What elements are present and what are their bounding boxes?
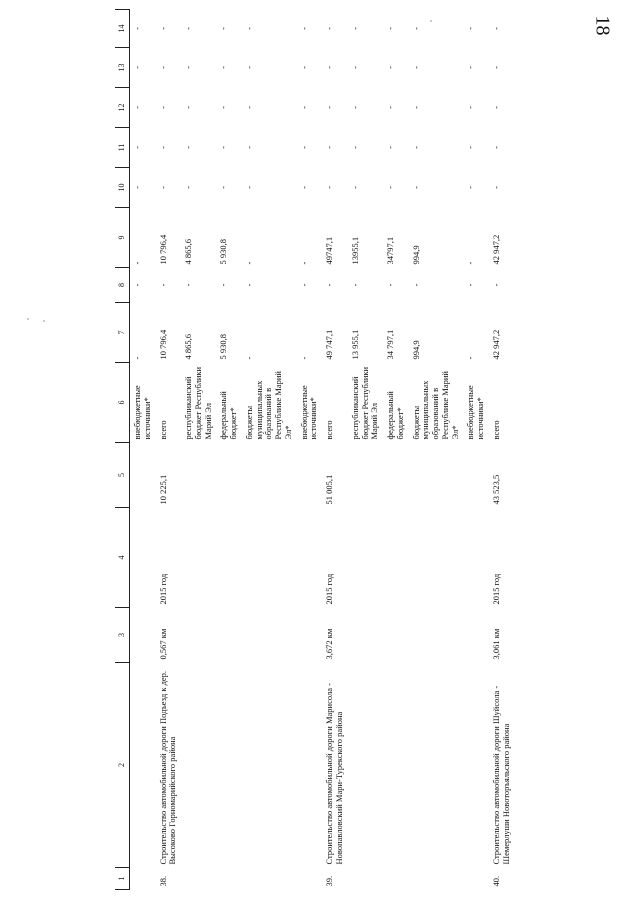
- total-value: 5 930,8: [218, 334, 229, 360]
- table-row: [156, 10, 182, 890]
- object-name: Строительство автомобильной дороги Шуйсола - Шемерлуши Новоторъяльского района: [490, 685, 511, 865]
- estimated-cost: [409, 443, 464, 508]
- year: [463, 508, 489, 608]
- scan-speck: [43, 320, 45, 322]
- year-value: 5 930,8: [218, 239, 229, 265]
- year-value: -: [243, 261, 254, 265]
- col-11: -: [324, 146, 335, 149]
- row-number: [181, 868, 216, 890]
- col-14: -: [243, 27, 254, 30]
- col-11: -: [465, 146, 476, 149]
- funding-source: республиканский бюджет Республики Марий Эл: [183, 366, 213, 440]
- col-13: -: [218, 66, 229, 69]
- length: 0,567 км: [157, 628, 168, 660]
- col-11: -: [490, 146, 501, 149]
- table-row: [130, 10, 156, 890]
- col-13: -: [349, 66, 360, 69]
- col-10: -: [410, 186, 421, 189]
- col-14: -: [218, 27, 229, 30]
- total-value: -: [132, 356, 142, 360]
- length: [130, 608, 156, 663]
- length: [348, 608, 383, 663]
- col-13: -: [490, 66, 501, 69]
- col-11: -: [298, 146, 309, 149]
- row-number: [463, 868, 489, 890]
- col-13: -: [410, 66, 421, 69]
- col-8: -: [385, 283, 396, 287]
- row-number: 39.: [324, 875, 335, 887]
- column-header: 14: [115, 10, 130, 48]
- length: 3,061 км: [490, 628, 501, 660]
- col-12: -: [410, 106, 421, 109]
- col-12: -: [324, 106, 335, 109]
- col-12: -: [349, 106, 360, 109]
- total-value: -: [465, 356, 476, 360]
- row-number: [297, 868, 323, 890]
- table-row: [383, 10, 409, 890]
- col-10: -: [385, 186, 396, 189]
- total-value: 34 797,1: [385, 329, 396, 360]
- col-12: -: [243, 106, 254, 109]
- column-header: 12: [115, 88, 130, 128]
- object-name: [348, 663, 383, 868]
- col-14: -: [349, 27, 360, 30]
- total-value: 49 747,1: [324, 329, 335, 360]
- year-value: -: [298, 261, 309, 265]
- total-value: 994,9: [410, 340, 421, 360]
- col-11: -: [385, 146, 396, 149]
- col-14: -: [132, 27, 142, 30]
- estimated-cost: [297, 443, 323, 508]
- year: [216, 508, 242, 608]
- col-10: -: [157, 186, 168, 189]
- col-14: -: [490, 27, 501, 30]
- length: [463, 608, 489, 663]
- col-12: -: [490, 106, 501, 109]
- col-12: -: [298, 106, 309, 109]
- col-11: -: [410, 146, 421, 149]
- funding-source: всего: [490, 420, 501, 440]
- col-11: -: [243, 146, 254, 149]
- col-14: -: [157, 27, 168, 30]
- col-10: -: [243, 186, 254, 189]
- col-11: -: [218, 146, 229, 149]
- estimated-cost: [130, 443, 156, 508]
- length: [383, 608, 409, 663]
- col-8: -: [490, 283, 501, 287]
- column-header: 2: [115, 663, 130, 868]
- year: 2015 год: [324, 573, 335, 605]
- object-name: [297, 663, 323, 868]
- length: [297, 608, 323, 663]
- col-8: -: [298, 283, 309, 287]
- year-value: -: [465, 261, 476, 265]
- table-row: [489, 10, 515, 890]
- table-row: [216, 10, 242, 890]
- col-11: -: [183, 146, 194, 149]
- total-value: 4 865,6: [183, 334, 194, 360]
- col-13: -: [132, 66, 142, 69]
- col-10: -: [490, 186, 501, 189]
- estimated-cost: [242, 443, 297, 508]
- object-name: Строительство автомобильной дороги Марисола - Новопавловский Мари-Турекского района: [324, 683, 345, 865]
- row-number: 38.: [157, 875, 168, 887]
- estimated-cost: [383, 443, 409, 508]
- length: [216, 608, 242, 663]
- column-header: 11: [115, 128, 130, 168]
- col-14: -: [410, 27, 421, 30]
- table-row: [181, 10, 216, 890]
- year: [297, 508, 323, 608]
- year-value: 42 947,2: [490, 234, 501, 265]
- estimated-cost: 10 225,1: [157, 474, 168, 505]
- object-name: [383, 663, 409, 868]
- rotated-table-area: [115, 10, 630, 890]
- funding-source: внебюджетные источники*: [132, 385, 152, 440]
- table-row: [463, 10, 489, 890]
- col-8: -: [410, 283, 421, 287]
- length: [409, 608, 464, 663]
- col-10: -: [298, 186, 309, 189]
- year-value: 13955,1: [349, 236, 360, 265]
- col-12: -: [132, 106, 142, 109]
- col-8: -: [465, 283, 476, 287]
- table-body: [130, 10, 515, 890]
- funding-source: федеральный бюджет*: [385, 391, 405, 440]
- year: [130, 508, 156, 608]
- col-8: -: [132, 283, 142, 287]
- col-10: -: [132, 186, 142, 189]
- total-value: 13 955,1: [349, 329, 360, 360]
- col-14: -: [385, 27, 396, 30]
- col-13: -: [465, 66, 476, 69]
- estimated-cost: [216, 443, 242, 508]
- total-value: -: [243, 356, 254, 360]
- col-13: -: [183, 66, 194, 69]
- row-number: [130, 868, 156, 890]
- year-value: 49747,1: [324, 236, 335, 265]
- col-10: -: [465, 186, 476, 189]
- column-header: 6: [115, 363, 130, 443]
- col-8: -: [218, 283, 229, 287]
- year-value: 10 796,4: [157, 234, 168, 265]
- col-8: -: [183, 283, 194, 287]
- budget-table: [115, 9, 515, 890]
- table-row: [242, 10, 297, 890]
- table-row: [348, 10, 383, 890]
- row-number: [383, 868, 409, 890]
- col-13: -: [157, 66, 168, 69]
- scan-speck: [27, 318, 29, 320]
- estimated-cost: 43 523,5: [490, 474, 501, 505]
- year: [242, 508, 297, 608]
- row-number: [242, 868, 297, 890]
- col-14: -: [324, 27, 335, 30]
- col-11: -: [132, 146, 142, 149]
- row-number: [409, 868, 464, 890]
- page-number: 18: [591, 15, 614, 36]
- funding-source: федеральный бюджет*: [218, 391, 239, 440]
- col-12: -: [218, 106, 229, 109]
- col-8: -: [243, 283, 254, 287]
- length: [181, 608, 216, 663]
- row-number: [216, 868, 242, 890]
- column-header: 10: [115, 168, 130, 208]
- col-12: -: [157, 106, 168, 109]
- header-row: [115, 10, 130, 890]
- row-number: 40.: [490, 875, 501, 887]
- col-8: -: [324, 283, 335, 287]
- funding-source: бюджеты муниципальных образований в Республике Марий Эл*: [410, 371, 460, 440]
- total-value: 42 947,2: [490, 329, 501, 360]
- table-row: [322, 10, 348, 890]
- col-13: -: [385, 66, 396, 69]
- col-8: -: [157, 283, 168, 287]
- column-header: 13: [115, 48, 130, 88]
- estimated-cost: [463, 443, 489, 508]
- funding-source: бюджеты муниципальных образований в Республике Марий Эл*: [243, 371, 293, 440]
- estimated-cost: [181, 443, 216, 508]
- col-10: -: [349, 186, 360, 189]
- year: 2015 год: [490, 573, 501, 605]
- col-13: -: [324, 66, 335, 69]
- object-name: [463, 663, 489, 868]
- year: 2015 год: [157, 573, 168, 605]
- year: [383, 508, 409, 608]
- year-value: 994,9: [410, 245, 421, 265]
- col-10: -: [183, 186, 194, 189]
- col-14: -: [183, 27, 194, 30]
- column-header: 3: [115, 608, 130, 663]
- funding-source: внебюджетные источники*: [298, 385, 319, 440]
- funding-source: внебюджетные источники*: [465, 385, 486, 440]
- column-header: 4: [115, 508, 130, 608]
- col-13: -: [298, 66, 309, 69]
- object-name: [242, 663, 297, 868]
- col-11: -: [157, 146, 168, 149]
- table-row: [409, 10, 464, 890]
- col-13: -: [243, 66, 254, 69]
- object-name: [130, 663, 156, 868]
- col-14: -: [298, 27, 309, 30]
- row-number: [348, 868, 383, 890]
- object-name: [181, 663, 216, 868]
- column-header: 5: [115, 443, 130, 508]
- col-8: -: [349, 283, 360, 287]
- length: 3,672 км: [324, 628, 335, 660]
- col-12: -: [385, 106, 396, 109]
- table-row: [297, 10, 323, 890]
- column-header: 7: [115, 303, 130, 363]
- funding-source: всего: [157, 420, 168, 440]
- object-name: Строительство автомобильной дороги Подъезд к дер. Высоково Горномарийского района: [157, 670, 178, 865]
- year-value: 34797,1: [385, 236, 396, 265]
- length: [242, 608, 297, 663]
- object-name: [409, 663, 464, 868]
- estimated-cost: [348, 443, 383, 508]
- year: [348, 508, 383, 608]
- col-14: -: [465, 27, 476, 30]
- funding-source: республиканский бюджет Республики Марий Эл: [349, 366, 380, 440]
- column-header: 9: [115, 208, 130, 268]
- col-11: -: [349, 146, 360, 149]
- col-12: -: [183, 106, 194, 109]
- total-value: -: [298, 356, 309, 360]
- year-value: -: [132, 261, 142, 265]
- estimated-cost: 51 005,1: [324, 474, 335, 505]
- year-value: 4 865,6: [183, 239, 194, 265]
- year: [409, 508, 464, 608]
- column-header: 8: [115, 268, 130, 303]
- column-header: 1: [115, 868, 130, 890]
- total-value: 10 796,4: [157, 329, 168, 360]
- year: [181, 508, 216, 608]
- col-10: -: [324, 186, 335, 189]
- col-12: -: [465, 106, 476, 109]
- object-name: [216, 663, 242, 868]
- col-10: -: [218, 186, 229, 189]
- funding-source: всего: [324, 420, 335, 440]
- scan-speck: [430, 20, 432, 22]
